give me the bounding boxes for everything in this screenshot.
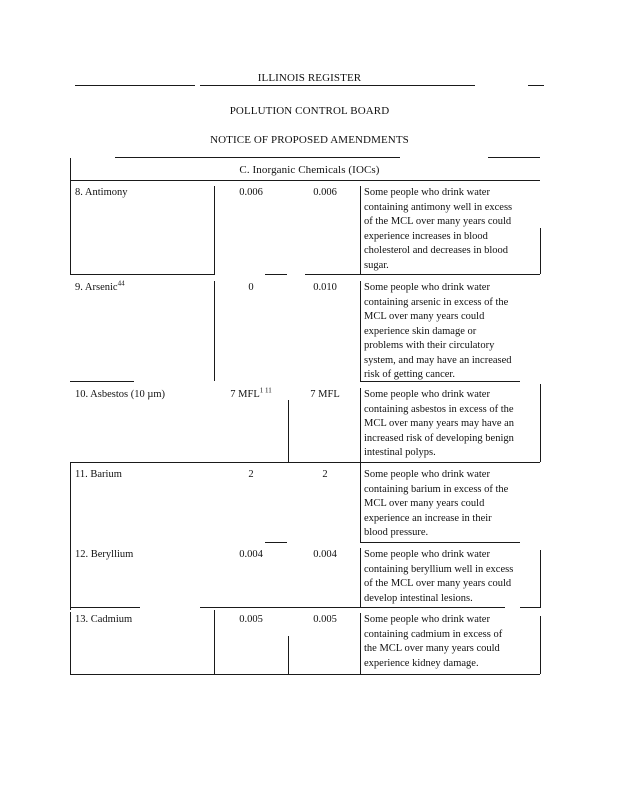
row10-effect-line: Some people who drink water [364,389,490,400]
row10-bottom-rule [70,462,540,463]
row12-name: 12. Beryllium [75,549,134,560]
row11-col3-border [360,462,361,542]
row8-val2: 0.006 [313,187,337,198]
board-title: POLLUTION CONTROL BOARD [229,105,390,117]
row8-col3-border [360,186,361,274]
row11-effect-line: experience an increase in their [364,512,492,524]
row9-effect-line: system, and may have an increased [364,354,512,366]
row10-effect-line: MCL over many years may have an [364,418,515,429]
row11-name: 11. Barium [75,469,122,480]
row12-effect-line: Some people who drink water [364,549,490,560]
row8-bottom-rule-left [70,274,215,275]
row10-right-border [540,384,541,462]
row9-effect-line: containing arsenic in excess of the [364,296,509,308]
row8-effect [364,186,542,273]
row8-left-border [70,158,71,274]
row11-effect-line: MCL over many years could [364,498,485,509]
row11-effect-line: blood pressure. [364,527,429,538]
row12-effect [364,548,542,606]
row9-bottom-rule-right [360,381,520,382]
row9-col3-border [360,281,361,381]
row13-effect-line: the MCL over many years could [364,643,500,654]
row9-name [75,281,125,296]
row8-effect-line: experience increases in blood [364,230,488,242]
row13-val1: 0.005 [239,614,263,625]
row10-name: 10. Asbestos (10 µm) [75,389,166,400]
row9-effect-line: MCL over many years could [364,311,485,322]
row13-effect-line: containing cadmium in excess of [364,628,503,640]
row13-left-border [70,612,71,674]
row8-effect-line: Some people who drink water [364,187,490,198]
row10-effect [364,388,542,461]
row10-val1-text: 7 MFL [230,389,260,400]
row9-name-text: 9. Arsenic [75,282,118,293]
row10-effect-line: intestinal polyps. [364,447,436,458]
row11-left-border [70,462,71,610]
row10-effect-line: containing asbestos in excess of the [364,403,514,415]
row8-effect-line: cholesterol and decreases in blood [364,245,509,256]
row9-col1-border [214,281,215,381]
table-top-rule-right [488,157,540,158]
row13-name: 13. Cadmium [75,614,133,625]
row12-val1: 0.004 [239,549,263,560]
row11-bottom-rule-right [360,542,520,543]
row8-bottom-rule-mid [265,274,287,275]
row11-effect [364,468,542,541]
row8-effect-line: containing antimony well in excess [364,201,513,213]
row9-effect-line: Some people who drink water [364,282,490,293]
table-bottom-rule [70,674,540,675]
row8-effect-line: of the MCL over many years could [364,216,512,227]
row10-col3-border [360,388,361,462]
row12-effect-line: of the MCL over many years could [364,578,512,589]
row11-effect-line: containing barium in excess of the [364,483,509,495]
row13-col1-border [214,610,215,674]
table-top-rule-left [115,157,400,158]
row9-val1: 0 [248,282,254,293]
row9-effect-line: risk of getting cancer. [364,369,455,380]
row13-effect-line: experience kidney damage. [364,657,479,669]
row13-col3-border [360,613,361,674]
section-title-rule [70,180,540,181]
row10-val1-footnote: 1 11 [259,386,272,395]
header-rule-right [528,85,544,86]
row13-right-border [540,616,541,674]
row8-right-border [540,228,541,274]
row9-effect [364,281,542,383]
row9-name-footnote: 44 [117,279,125,288]
section-title: C. Inorganic Chemicals (IOCs) [239,164,380,176]
row12-effect-line: containing beryllium well in excess [364,563,514,575]
row11-bottom-rule-left [265,542,287,543]
row13-effect [364,613,542,671]
header-rule-center [200,85,475,86]
row12-col3-border [360,548,361,608]
row10-val1 [220,388,282,403]
register-title: ILLINOIS REGISTER [257,72,362,84]
row9-bottom-rule-left [70,381,134,382]
row12-effect-line: develop intestinal lesions. [364,592,473,604]
row13-effect-line: Some people who drink water [364,614,490,625]
row11-val1: 2 [248,469,254,480]
notice-title: NOTICE OF PROPOSED AMENDMENTS [210,134,409,146]
row8-bottom-rule-right [305,274,540,275]
row10-effect-line: increased risk of developing benign [364,432,514,444]
row8-val1: 0.006 [239,187,263,198]
row11-effect-line: Some people who drink water [364,469,490,480]
row13-col2-border [288,636,289,674]
row12-bottom-rule-left [70,607,140,608]
row10-col2-border [288,400,289,462]
row12-bottom-rule-right [520,607,540,608]
row8-col1-border [214,186,215,274]
row8-effect-line: sugar. [364,259,389,271]
row11-val2: 2 [322,469,328,480]
row12-right-border [540,550,541,608]
row10-val2: 7 MFL [310,389,340,400]
row9-val2: 0.010 [313,282,337,293]
row9-effect-line: experience skin damage or [364,325,477,337]
row12-bottom-rule-mid [200,607,505,608]
header-rule-left [75,85,195,86]
row8-name: 8. Antimony [75,187,128,198]
row9-effect-line: problems with their circulatory [364,340,495,351]
row13-val2: 0.005 [313,614,337,625]
row12-val2: 0.004 [313,549,337,560]
